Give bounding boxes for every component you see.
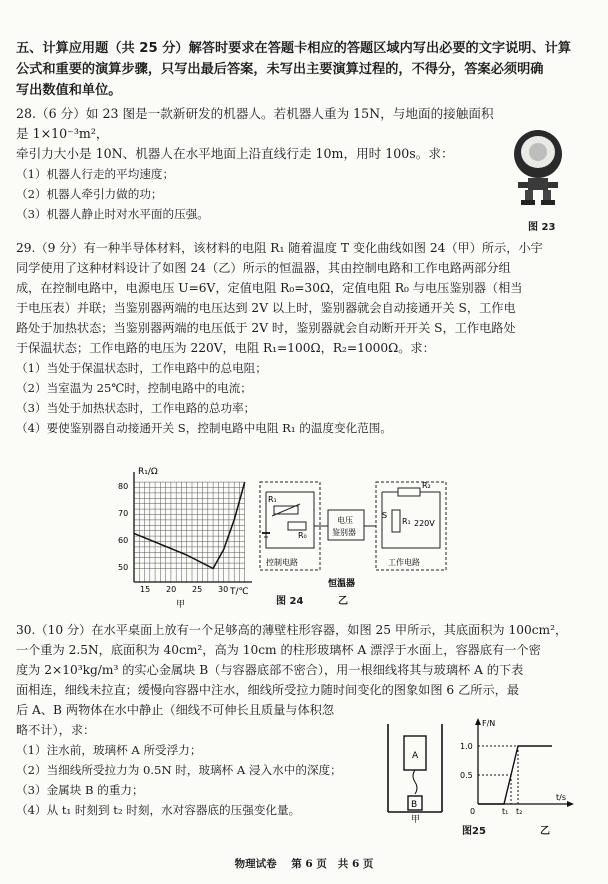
container-figure [380, 720, 450, 824]
fig24-label: 图 24 [276, 596, 304, 607]
q29-item-2: （2）当室温为 25℃时，控制电路中的电流； [16, 381, 252, 395]
r0-label: R₀ [298, 531, 307, 540]
question-29 [16, 238, 601, 438]
rt-ytick-80: 80 [118, 482, 129, 491]
page-footer [0, 856, 608, 871]
fig24-caption-b: 乙 [338, 596, 348, 607]
cup-a-label: A [412, 751, 419, 761]
q29-line2: 同学使用了这种材料设计了如图 24（乙）所示的恒温器，其由控制电路和工作电路两部分组 [16, 261, 511, 275]
q28-item-3: （3）机器人静止时对水平面的压强。 [16, 207, 209, 221]
ft-y1: 1.0 [460, 742, 473, 751]
q30-item-4: （4）从 t₁ 时刻到 t₂ 时刻，水对容器底的压强变化量。 [16, 803, 301, 817]
q30-item-2: （2）当细线所受拉力为 0.5N 时，玻璃杯 A 浸入水中的深度； [16, 763, 342, 777]
ft-ylabel: F/N [482, 719, 496, 728]
rt-ytick-50: 50 [118, 563, 129, 572]
section-instruction-3: 写出数值和单位。 [16, 83, 122, 98]
q29-line5: 路处于加热状态；当鉴别器两端的电压低于 2V 时，鉴别器就会自动断开开关 S，工作电路处 [16, 321, 516, 335]
q30-line2: 一个重为 2.5N，底面积为 40cm²，高为 10cm 的柱形玻璃杯 A 漂浮于水面上，容器底有一个密 [16, 643, 541, 657]
ft-xlabel: t/s [556, 793, 566, 802]
q29-line4: 于电压表）并联；当鉴别器两端的电压达到 2V 以上时，鉴别器就会自动接通开关 S，工作电 [16, 301, 516, 315]
q28-item-1: （1）机器人行走的平均速度； [16, 167, 175, 181]
rt-ytick-70: 70 [118, 509, 129, 518]
section-instruction-1: 解答时要求在答题卡相应的答题区域内写出必要的文字说明、计算 [188, 41, 572, 56]
q29-points: （9 分） [35, 241, 84, 255]
q30-points: （10 分） [35, 623, 92, 637]
q30-item-1: （1）注水前，玻璃杯 A 所受浮力； [16, 743, 202, 757]
r1-label: R₁ [402, 517, 411, 526]
footer-subject: 物理试卷 [234, 858, 277, 870]
q29-item-4: （4）要使鉴别器自动接通开关 S，控制电路中电阻 R₁ 的温度变化范围。 [16, 421, 392, 435]
work-circuit-label: 工作电路 [388, 558, 420, 567]
q28-line1: 如 23 图是一款新研发的机器人。若机器人重为 15N，与地面的接触面积是 1×10⁻³m²， [16, 106, 494, 141]
container-caption: 甲 [411, 815, 421, 824]
footer-page: 第 6 页 [291, 858, 327, 870]
rt-grid [134, 482, 245, 582]
q30-line1: 在水平桌面上放有一个足够高的薄壁柱形容器，如图 25 甲所示，其底面积为 100cm²， [91, 623, 568, 637]
r0-resistor [288, 522, 306, 530]
circuit-diagram [258, 478, 450, 596]
ft-t1: t₁ [502, 807, 509, 816]
rt-xtick-30: 30 [218, 585, 229, 594]
fig25-caption-b: 乙 [540, 826, 550, 837]
q28-points: （6 分） [36, 106, 86, 121]
section-header [16, 38, 590, 101]
ft-y2: 0.5 [460, 771, 473, 780]
rt-xlabel: T/℃ [230, 587, 249, 597]
force-time-graph [458, 716, 578, 820]
footer-total: 共 6 页 [337, 858, 374, 870]
q29-line3: 成，在控制电路中，电源电压 U=6V，定值电阻 R₀=30Ω，定值电阻 R₀ 与电压鉴别器（相当 [16, 281, 523, 295]
q30-item-3: （3）金属块 B 的重力； [16, 783, 144, 797]
robot-figure [505, 124, 575, 214]
rt-xtick-25: 25 [192, 585, 203, 594]
q29-number: 29. [16, 241, 36, 255]
fig23-label: 图 23 [528, 222, 556, 233]
rt-ylabel: R₁/Ω [138, 467, 158, 477]
r2-label: R₂ [422, 481, 431, 490]
control-circuit-label: 控制电路 [266, 558, 298, 567]
rt-xtick-15: 15 [140, 585, 151, 594]
v220-label: 220V [414, 519, 435, 528]
block-b-label: B [411, 800, 418, 810]
q28-number: 28. [16, 106, 37, 121]
rt-graph [104, 464, 264, 614]
switch-s-label: S [382, 511, 388, 520]
r2-resistor [398, 488, 420, 496]
rt-label: R₁ [268, 495, 277, 504]
rt-xtick-20: 20 [166, 585, 177, 594]
q29-item-3: （3）当处于加热状态时，工作电路的总功率； [16, 401, 256, 415]
q30-line3: 度为 2×10³kg/m³ 的实心金属块 B（与容器底部不密合），用一根细线将其与玻璃杯 A 的下表 [16, 663, 524, 677]
q30-line5: 后 A、B 两物体在水中静止（细线不可伸长且质量与体积忽 [16, 703, 335, 717]
q28-line2: 牵引力大小是 10N、机器人在水平地面上沿直线行走 10m，用时 100s。求： [16, 146, 454, 161]
ft-t2: t₂ [516, 807, 523, 816]
device-label: 恒温器 [328, 579, 356, 589]
section-instruction-2: 公式和重要的演算步骤，只写出最后答案，未写出主要演算过程的，不得分，答案必须明确 [16, 62, 544, 77]
detector-label-1: 电压 [337, 516, 353, 525]
section-title: 五、计算应用题（共 25 分） [16, 41, 189, 56]
q29-line6: 于保温状态；工作电路的电压为 220V，电阻 R₁=100Ω，R₂=1000Ω。求： [16, 341, 435, 355]
ft-origin: 0 [470, 807, 476, 816]
q30-line6: 略不计），求： [16, 723, 96, 737]
q29-line1: 有一种半导体材料，该材料的电阻 R₁ 随着温度 T 变化曲线如图 24（甲）所示，小宇 [83, 241, 543, 255]
force-line [478, 746, 552, 804]
rt-ytick-60: 60 [118, 536, 129, 545]
q28-item-2: （2）机器人牵引力做的功； [16, 187, 163, 201]
q30-line4: 面相连，细线未拉直；缓慢向容器中注水，细线所受拉力随时间变化的图象如图 6 乙所示，最 [16, 683, 520, 697]
q30-number: 30. [16, 623, 36, 637]
rt-caption: 甲 [176, 600, 186, 610]
detector-label-2: 鉴别器 [332, 528, 356, 537]
r1-resistor [392, 510, 400, 532]
fig25-label: 图25 [462, 826, 486, 837]
question-28 [16, 104, 496, 224]
q29-item-1: （1）当处于保温状态时，工作电路中的总电阻； [16, 361, 267, 375]
